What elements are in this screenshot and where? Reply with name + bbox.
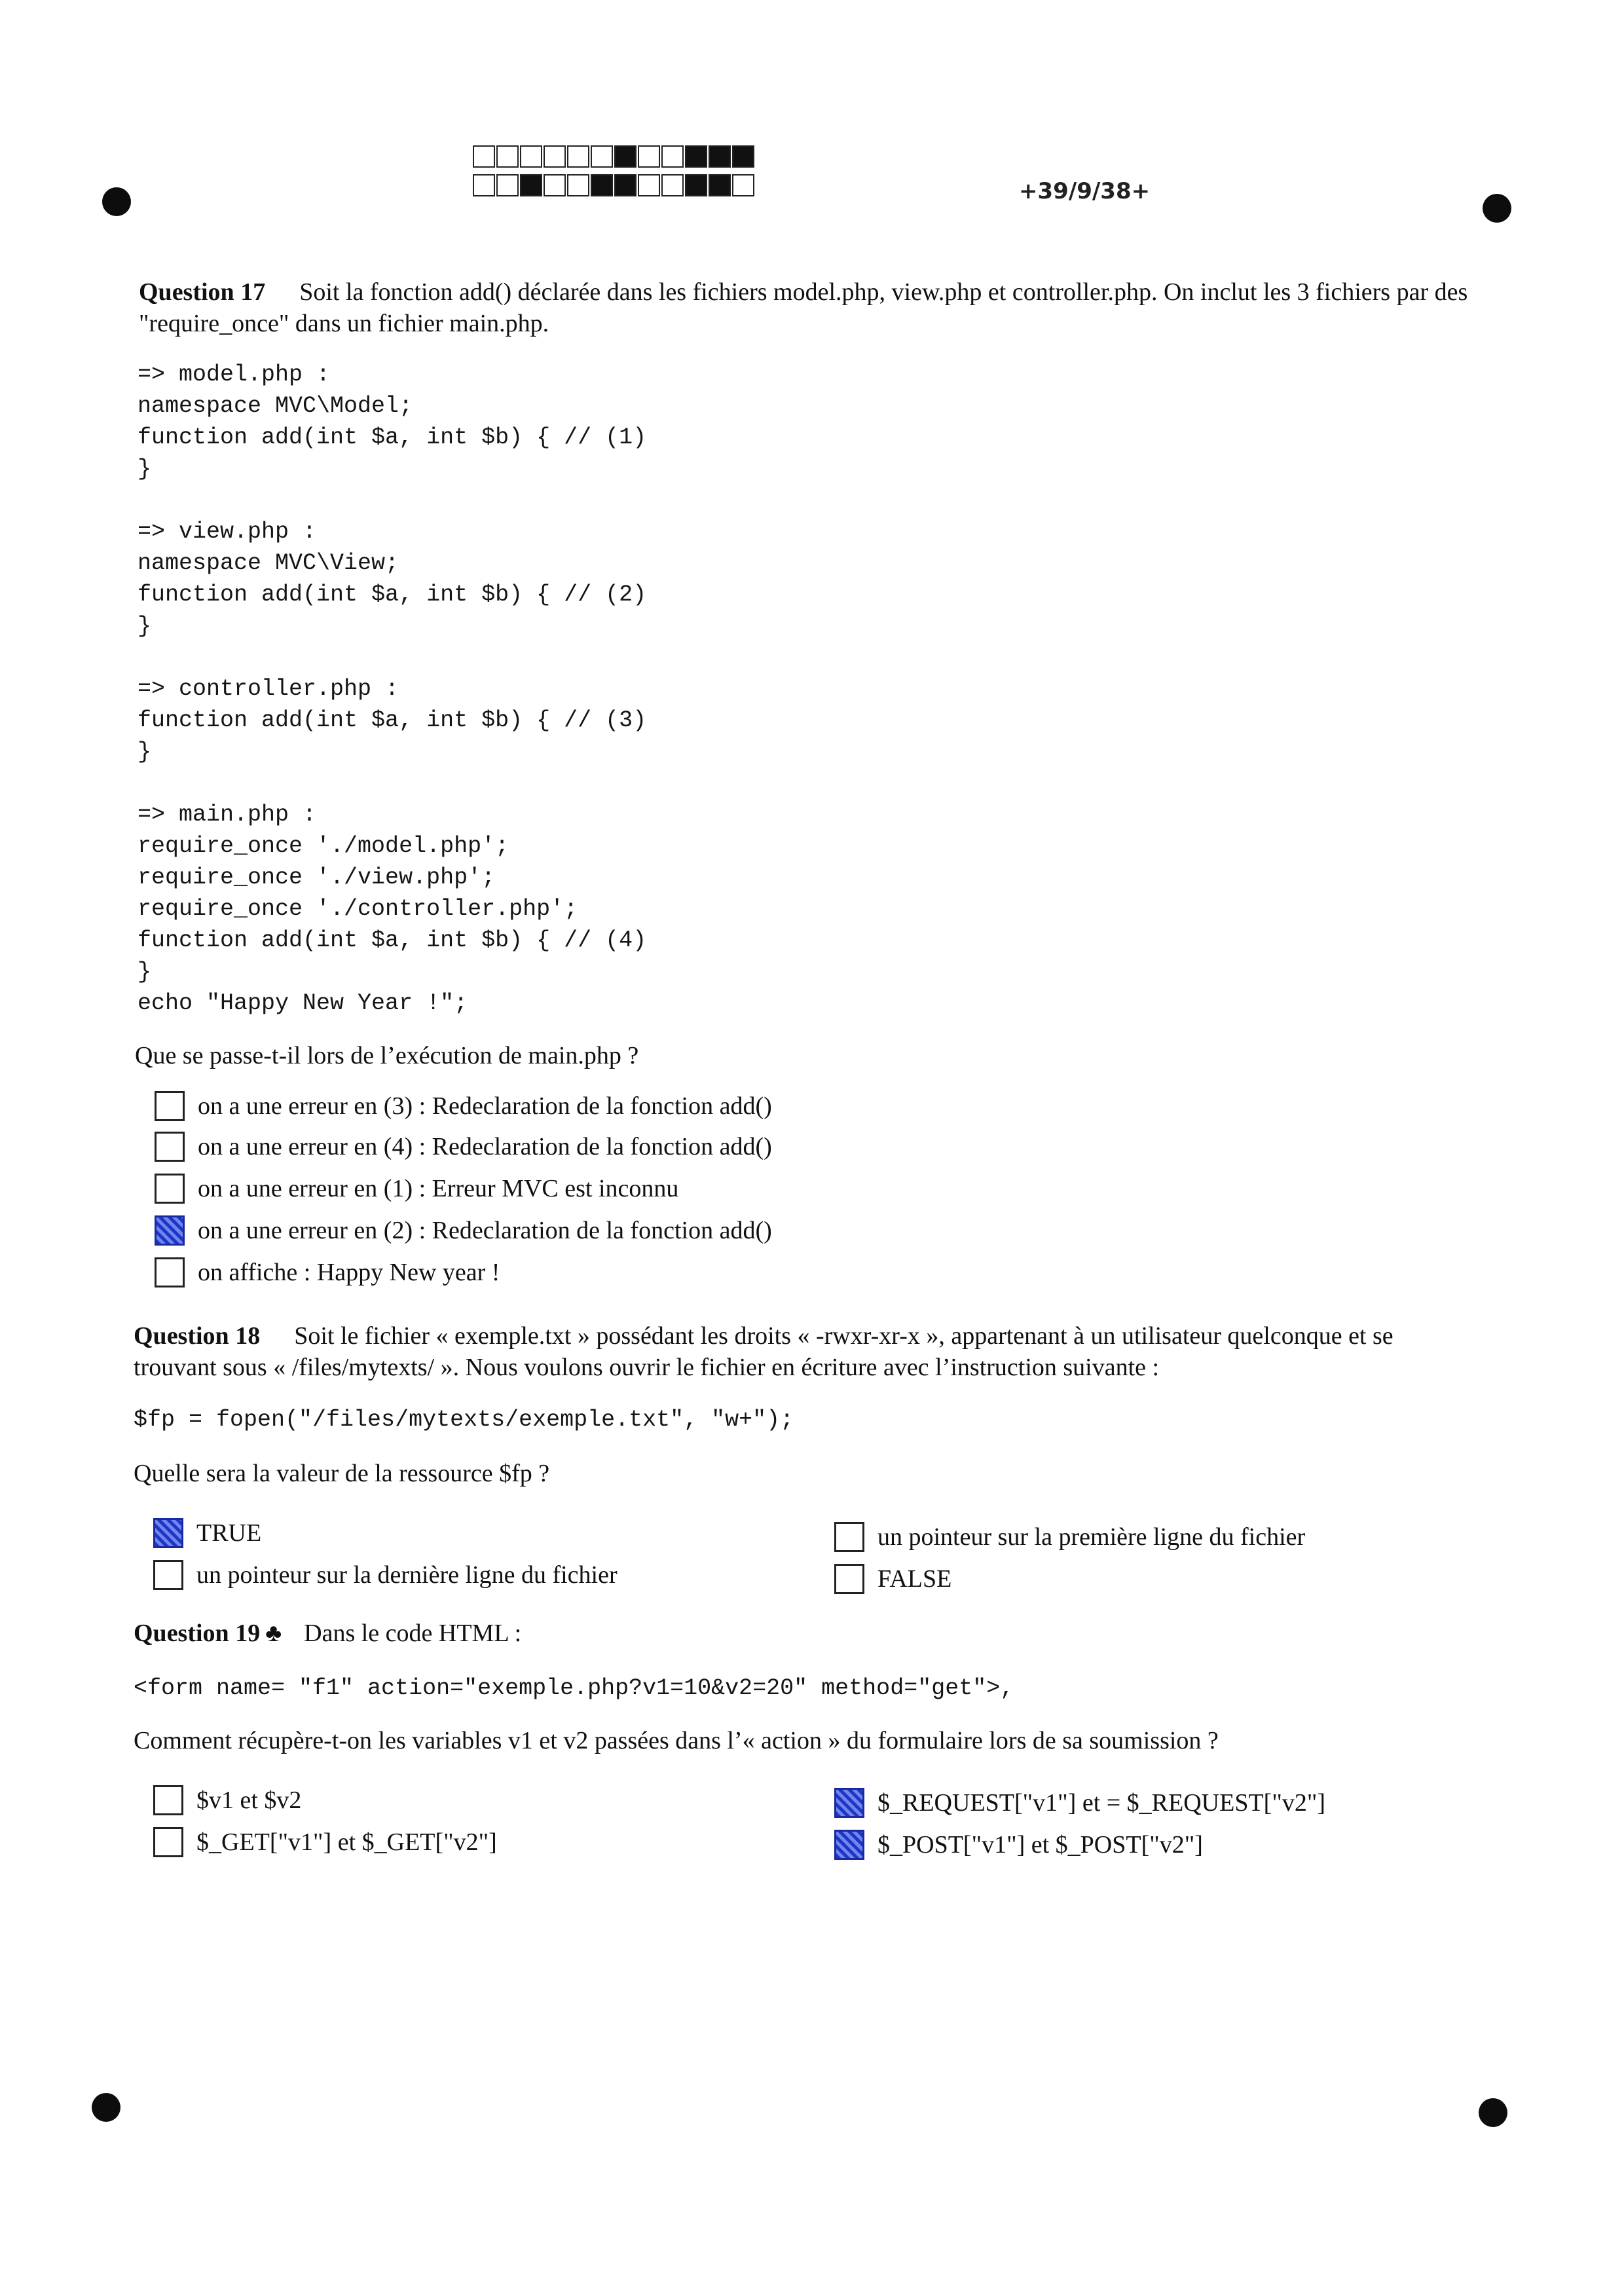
checkbox[interactable] <box>153 1560 183 1590</box>
question-18-text: Soit le fichier « exemple.txt » possédant les droits « -rwxr-xr-x », appartenant à un utilisateur quelconque et se trouvant sous « /files/mytexts/ ». Nous voulons ouvrir le fichier en écriture avec l’instruction suivante : <box>134 1322 1393 1381</box>
barcode-cell <box>685 174 707 196</box>
barcode-cell <box>496 174 519 196</box>
q17-option-4[interactable] <box>155 1215 772 1246</box>
option-label: on affiche : Happy New year ! <box>198 1259 500 1286</box>
option-label: un pointeur sur la dernière ligne du fichier <box>196 1561 618 1589</box>
checkbox[interactable] <box>834 1522 864 1552</box>
barcode-cell <box>614 174 637 196</box>
question-17-code: => model.php : namespace MVC\Model; function add(int $a, int $b) { // (1) } => view.php : namespace MVC\View; function add(int $a, int $b) { // (2) } => controller.php : function add(int $a, int $b) { // (3) } => main.php : require_once './model.php'; require_once './view.php'; require_once './controller.php'; function add(int $a, int $b) { // (4) } echo "Happy New Year !"; <box>138 361 647 1016</box>
q18-option-first-line[interactable] <box>834 1522 1305 1552</box>
barcode-cell <box>685 145 707 168</box>
barcode-cell <box>614 145 637 168</box>
q18-option-true[interactable] <box>153 1518 261 1548</box>
barcode-cell <box>520 145 542 168</box>
option-label: $_GET["v1"] et $_GET["v2"] <box>196 1828 497 1856</box>
checkbox[interactable] <box>153 1785 183 1815</box>
barcode-cell <box>709 174 731 196</box>
option-label: TRUE <box>196 1519 262 1547</box>
option-label: FALSE <box>877 1565 952 1593</box>
barcode-cell <box>638 145 660 168</box>
question-18-prompt: Quelle sera la valeur de la ressource $fp ? <box>134 1460 550 1487</box>
option-label: $v1 et $v2 <box>196 1787 302 1814</box>
q18-option-last-line[interactable] <box>153 1560 618 1590</box>
checkbox-checked[interactable] <box>155 1215 185 1246</box>
barcode-cell <box>732 145 754 168</box>
barcode-cell <box>591 174 613 196</box>
registration-mark-bottom-right <box>1479 2098 1507 2127</box>
barcode-cell <box>709 145 731 168</box>
checkbox[interactable] <box>155 1091 185 1121</box>
question-19-statement <box>134 1618 1469 1649</box>
q17-option-1[interactable] <box>155 1091 772 1121</box>
registration-mark-top-left <box>102 187 131 216</box>
barcode-cell <box>661 145 684 168</box>
checkbox-checked[interactable] <box>153 1518 183 1548</box>
barcode-cell <box>567 145 589 168</box>
checkbox[interactable] <box>155 1257 185 1287</box>
checkbox-checked[interactable] <box>834 1788 864 1818</box>
barcode-cell <box>544 145 566 168</box>
q19-option-post[interactable] <box>834 1830 1203 1860</box>
barcode-cell <box>473 174 495 196</box>
question-19-label: Question 19 <box>134 1620 261 1647</box>
q19-option-vars[interactable] <box>153 1785 301 1815</box>
q17-option-2[interactable] <box>155 1132 772 1162</box>
option-label: on a une erreur en (4) : Redeclaration de la fonction add() <box>198 1133 772 1160</box>
barcode-cell <box>567 174 589 196</box>
question-17-label: Question 17 <box>139 278 266 306</box>
question-17-text: Soit la fonction add() déclarée dans les fichiers model.php, view.php et controller.php. On inclut les 3 fichiers par des "require_once" dans un fichier main.php. <box>139 278 1468 337</box>
registration-mark-top-right <box>1483 194 1511 223</box>
question-18-code: $fp = fopen("/files/mytexts/exemple.txt", "w+"); <box>134 1407 794 1433</box>
q19-option-get[interactable] <box>153 1827 497 1857</box>
barcode-row <box>473 145 756 169</box>
copy-barcode <box>473 145 756 203</box>
question-17-statement <box>139 276 1475 339</box>
barcode-cell <box>591 145 613 168</box>
option-label: un pointeur sur la première ligne du fichier <box>877 1523 1306 1551</box>
checkbox-checked[interactable] <box>834 1830 864 1860</box>
question-18-statement <box>134 1320 1469 1383</box>
question-19-prompt: Comment récupère-t-on les variables v1 et v2 passées dans l’« action » du formulaire lors de sa soumission ? <box>134 1727 1219 1754</box>
option-label: on a une erreur en (3) : Redeclaration de la fonction add() <box>198 1092 772 1120</box>
option-label: $_REQUEST["v1"] et = $_REQUEST["v2"] <box>877 1789 1326 1817</box>
option-label: $_POST["v1"] et $_POST["v2"] <box>877 1831 1203 1859</box>
question-17-prompt: Que se passe-t-il lors de l’exécution de main.php ? <box>135 1042 639 1069</box>
barcode-cell <box>638 174 660 196</box>
question-19-text: Dans le code HTML : <box>304 1620 522 1647</box>
barcode-cell <box>661 174 684 196</box>
question-18-label: Question 18 <box>134 1322 261 1350</box>
checkbox[interactable] <box>834 1564 864 1594</box>
barcode-cell <box>496 145 519 168</box>
club-icon: ♣ <box>265 1620 282 1647</box>
q17-option-3[interactable] <box>155 1174 678 1204</box>
q19-option-request[interactable] <box>834 1788 1325 1818</box>
barcode-cell <box>732 174 754 196</box>
registration-mark-bottom-left <box>92 2093 120 2122</box>
q18-option-false[interactable] <box>834 1564 951 1594</box>
question-19-code: <form name= "f1" action="exemple.php?v1=10&v2=20" method="get">, <box>134 1675 1014 1701</box>
checkbox[interactable] <box>155 1132 185 1162</box>
option-label: on a une erreur en (2) : Redeclaration de la fonction add() <box>198 1217 772 1244</box>
checkbox[interactable] <box>155 1174 185 1204</box>
barcode-cell <box>520 174 542 196</box>
barcode-row <box>473 174 756 198</box>
page-id: +39/9/38+ <box>1019 178 1151 204</box>
checkbox[interactable] <box>153 1827 183 1857</box>
option-label: on a une erreur en (1) : Erreur MVC est inconnu <box>198 1175 679 1202</box>
q17-option-5[interactable] <box>155 1257 500 1287</box>
barcode-cell <box>473 145 495 168</box>
barcode-cell <box>544 174 566 196</box>
